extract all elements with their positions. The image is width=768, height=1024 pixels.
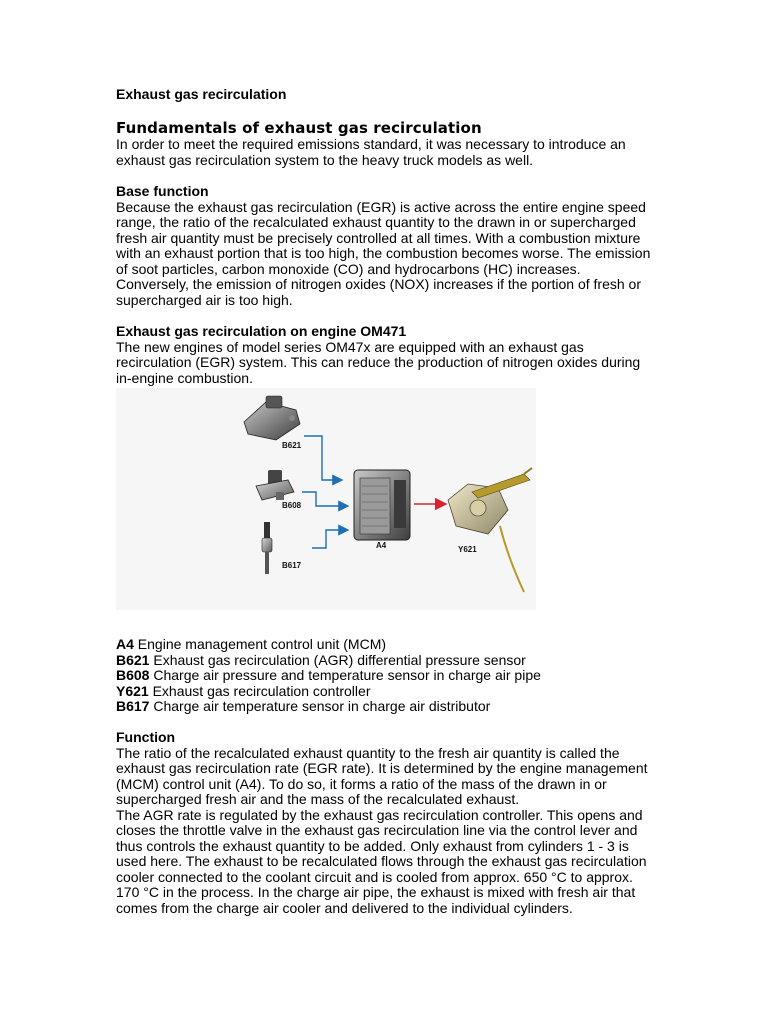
legend-desc: Engine management control unit (MCM) — [137, 636, 387, 652]
function-heading: Function — [116, 729, 176, 745]
y621-label: Y621 — [458, 545, 477, 554]
legend-item — [116, 684, 656, 700]
legend-item — [116, 637, 656, 653]
function-text-1: The ratio of the recalculated exhaust quantity to the fresh air quantity is called the exhaust gas recirculation rate (EGR rate). It is determined by the engine management (MCM) control unit (A4). To do so, it forms a ratio of the mass of the drawn in or supercharged fresh air and the mass of the recalculated exhaust. — [116, 744, 648, 807]
function-section — [116, 730, 656, 916]
legend-desc: Exhaust gas recirculation controller — [152, 682, 371, 699]
component-legend — [116, 637, 656, 715]
fundamentals-text: In order to meet the required emissions standard, it was necessary to introduce an exhaust gas recirculation system to the heavy truck models as well. — [116, 136, 626, 168]
b608-label: B608 — [282, 501, 302, 510]
legend-item — [116, 668, 656, 684]
b617-label: B617 — [282, 561, 302, 570]
base-function-text: Because the exhaust gas recirculation (EGR) is active across the entire engine speed range, the ratio of the recalculated exhaust quantity to the drawn in or supercharged fresh air quantity must be precisely controlled at all times. With a combustion mixture with an exhaust portion that is too high, the combustion becomes worse. The emission of soot particles, carbon monoxide (CO) and hydrocarbons (HC) increases. Conversely, the emission of nitrogen oxides (NOX) increases if the portion of fresh or supercharged air is too high. — [116, 198, 651, 308]
base-function-heading: Base function — [116, 183, 209, 199]
om471-text: The new engines of model series OM47x are equipped with an exhaust gas recirculation (EGR) system. This can reduce the production of nitrogen oxides during in-engine combustion. — [116, 338, 641, 386]
egr-diagram — [116, 388, 536, 610]
om471-heading: Exhaust gas recirculation on engine OM471 — [116, 323, 407, 339]
a4-label: A4 — [376, 541, 387, 550]
document-title: Exhaust gas recirculation — [116, 86, 287, 102]
legend-code: B617 — [116, 698, 150, 714]
legend-desc: Charge air pressure and temperature sensor in charge air pipe — [153, 667, 541, 683]
legend-item — [116, 699, 656, 715]
function-text-2: The AGR rate is regulated by the exhaust gas recirculation controller. This opens and closes the throttle valve in the exhaust gas recirculation line via the control lever and thus controls the exhaust quantity to be added. Only exhaust from cylinders 1 - 3 is used here. The exhaust to be recalculated flows through the exhaust gas recirculation cooler connected to the coolant circuit and is cooled from approx. 650 °C to approx. 170 °C in the process. In the charge air pipe, the exhaust is mixed with fresh air that comes from the charge air cooler and delivered to the individual cylinders. — [116, 806, 647, 916]
legend-desc: Charge air temperature sensor in charge air distributor — [153, 698, 491, 714]
legend-desc: Exhaust gas recirculation (AGR) differential pressure sensor — [153, 651, 526, 668]
document-top — [116, 86, 656, 386]
legend-item — [116, 653, 656, 669]
fundamentals-heading: Fundamentals of exhaust gas recirculation — [116, 119, 482, 137]
legend-code: A4 — [116, 636, 134, 652]
a4-control-unit-icon — [354, 470, 410, 540]
legend-code: Y621 — [116, 682, 149, 699]
b621-label: B621 — [282, 441, 302, 450]
legend-code: B608 — [116, 667, 150, 683]
egr-diagram-svg — [116, 388, 536, 610]
legend-code: B621 — [116, 651, 150, 668]
